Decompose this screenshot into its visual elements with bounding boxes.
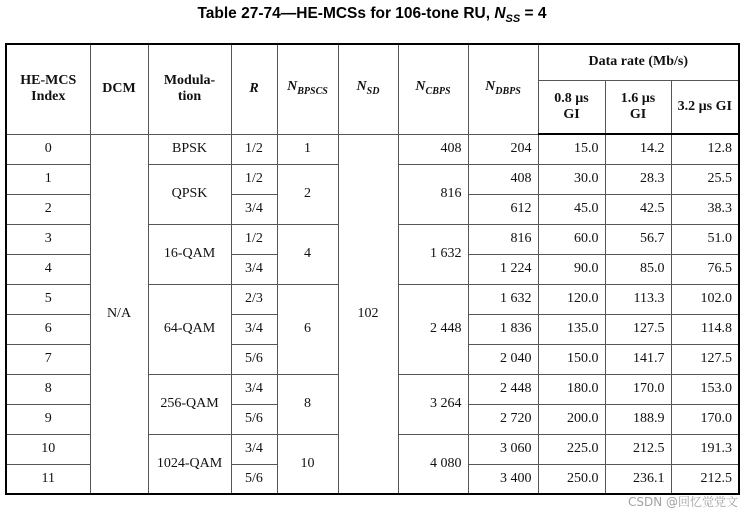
caption-prefix: Table 27-74—HE-MCSs for 106-tone RU,	[197, 5, 495, 22]
rate-32-cell: 25.5	[671, 164, 739, 194]
r-cell: 3/4	[231, 314, 277, 344]
rate-08-cell: 60.0	[538, 224, 605, 254]
ncbps-cell: 1 632	[398, 224, 468, 284]
ndbps-cell: 1 632	[468, 284, 538, 314]
nsd-cell: 102	[338, 134, 398, 494]
rate-32-cell: 191.3	[671, 434, 739, 464]
mcs-index-cell: 7	[6, 344, 90, 374]
header-he-mcs-index: HE-MCS Index	[6, 44, 90, 134]
nbpscs-cell: 2	[277, 164, 338, 224]
header-nbpscs: $N_{BPSCS}$	[277, 44, 338, 134]
ndbps-cell: 408	[468, 164, 538, 194]
ndbps-cell: 2 040	[468, 344, 538, 374]
rate-08-cell: 150.0	[538, 344, 605, 374]
rate-32-cell: 51.0	[671, 224, 739, 254]
mcs-index-cell: 5	[6, 284, 90, 314]
header-modulation: Modula-tion	[148, 44, 231, 134]
header-nsd: $N_{SD}$	[338, 44, 398, 134]
he-mcs-table	[5, 43, 740, 495]
ncbps-cell: 4 080	[398, 434, 468, 494]
ndbps-cell: 1 836	[468, 314, 538, 344]
r-cell: 3/4	[231, 434, 277, 464]
ndbps-cell: 1 224	[468, 254, 538, 284]
ndbps-cell: 204	[468, 134, 538, 164]
nbpscs-cell: 1	[277, 134, 338, 164]
nbpscs-cell: 10	[277, 434, 338, 494]
ndbps-cell: 3 400	[468, 464, 538, 494]
table-row	[6, 134, 739, 164]
ncbps-cell: 816	[398, 164, 468, 224]
rate-16-cell: 127.5	[605, 314, 671, 344]
table-caption	[0, 5, 744, 25]
rate-16-cell: 236.1	[605, 464, 671, 494]
mcs-index-cell: 0	[6, 134, 90, 164]
header-gi-08: 0.8 µs GI	[538, 80, 605, 134]
rate-08-cell: 250.0	[538, 464, 605, 494]
modulation-cell: QPSK	[148, 164, 231, 224]
rate-16-cell: 141.7	[605, 344, 671, 374]
modulation-cell: 1024-QAM	[148, 434, 231, 494]
rate-16-cell: 14.2	[605, 134, 671, 164]
header-ndbps: $N_{DBPS}$	[468, 44, 538, 134]
mcs-index-cell: 4	[6, 254, 90, 284]
nbpscs-cell: 8	[277, 374, 338, 434]
mcs-index-cell: 8	[6, 374, 90, 404]
rate-32-cell: 212.5	[671, 464, 739, 494]
nbpscs-cell: 4	[277, 224, 338, 284]
r-cell: 1/2	[231, 224, 277, 254]
rate-08-cell: 180.0	[538, 374, 605, 404]
rate-08-cell: 90.0	[538, 254, 605, 284]
mcs-index-cell: 2	[6, 194, 90, 224]
r-cell: 5/6	[231, 344, 277, 374]
rate-16-cell: 42.5	[605, 194, 671, 224]
ndbps-cell: 816	[468, 224, 538, 254]
rate-32-cell: 170.0	[671, 404, 739, 434]
mcs-index-cell: 3	[6, 224, 90, 254]
r-cell: 3/4	[231, 194, 277, 224]
modulation-cell: 256-QAM	[148, 374, 231, 434]
mcs-index-cell: 11	[6, 464, 90, 494]
nbpscs-cell: 6	[277, 284, 338, 374]
rate-32-cell: 127.5	[671, 344, 739, 374]
mcs-index-cell: 1	[6, 164, 90, 194]
r-cell: 1/2	[231, 134, 277, 164]
modulation-cell: BPSK	[148, 134, 231, 164]
r-cell: 3/4	[231, 254, 277, 284]
rate-08-cell: 225.0	[538, 434, 605, 464]
watermark: CSDN @回忆觉党文	[627, 495, 738, 509]
dcm-cell: N/A	[90, 134, 148, 494]
rate-08-cell: 30.0	[538, 164, 605, 194]
r-cell: 5/6	[231, 404, 277, 434]
modulation-cell: 16-QAM	[148, 224, 231, 284]
rate-16-cell: 188.9	[605, 404, 671, 434]
rate-08-cell: 200.0	[538, 404, 605, 434]
ndbps-cell: 3 060	[468, 434, 538, 464]
header-data-rate: Data rate (Mb/s)	[538, 44, 739, 80]
ndbps-cell: 612	[468, 194, 538, 224]
mcs-index-cell: 6	[6, 314, 90, 344]
rate-16-cell: 56.7	[605, 224, 671, 254]
rate-08-cell: 120.0	[538, 284, 605, 314]
rate-32-cell: 153.0	[671, 374, 739, 404]
r-cell: 1/2	[231, 164, 277, 194]
caption-n-letter: N	[494, 5, 506, 22]
rate-32-cell: 12.8	[671, 134, 739, 164]
ncbps-cell: 2 448	[398, 284, 468, 374]
r-cell: 3/4	[231, 374, 277, 404]
header-gi-32: 3.2 µs GI	[671, 80, 739, 134]
rate-32-cell: 114.8	[671, 314, 739, 344]
rate-08-cell: 135.0	[538, 314, 605, 344]
mcs-index-cell: 9	[6, 404, 90, 434]
ndbps-cell: 2 720	[468, 404, 538, 434]
rate-16-cell: 212.5	[605, 434, 671, 464]
rate-16-cell: 85.0	[605, 254, 671, 284]
r-cell: 2/3	[231, 284, 277, 314]
header-dcm: DCM	[90, 44, 148, 134]
rate-32-cell: 76.5	[671, 254, 739, 284]
ncbps-cell: 408	[398, 134, 468, 164]
rate-08-cell: 15.0	[538, 134, 605, 164]
ndbps-cell: 2 448	[468, 374, 538, 404]
rate-32-cell: 102.0	[671, 284, 739, 314]
ncbps-cell: 3 264	[398, 374, 468, 434]
rate-32-cell: 38.3	[671, 194, 739, 224]
modulation-cell: 64-QAM	[148, 284, 231, 374]
mcs-index-cell: 10	[6, 434, 90, 464]
rate-16-cell: 28.3	[605, 164, 671, 194]
caption-n-sub: SS	[505, 13, 521, 26]
caption-suffix: = 4	[520, 5, 547, 22]
rate-16-cell: 113.3	[605, 284, 671, 314]
r-cell: 5/6	[231, 464, 277, 494]
rate-16-cell: 170.0	[605, 374, 671, 404]
rate-08-cell: 45.0	[538, 194, 605, 224]
header-gi-16: 1.6 µs GI	[605, 80, 671, 134]
header-r: R	[231, 44, 277, 134]
header-ncbps: $N_{CBPS}$	[398, 44, 468, 134]
